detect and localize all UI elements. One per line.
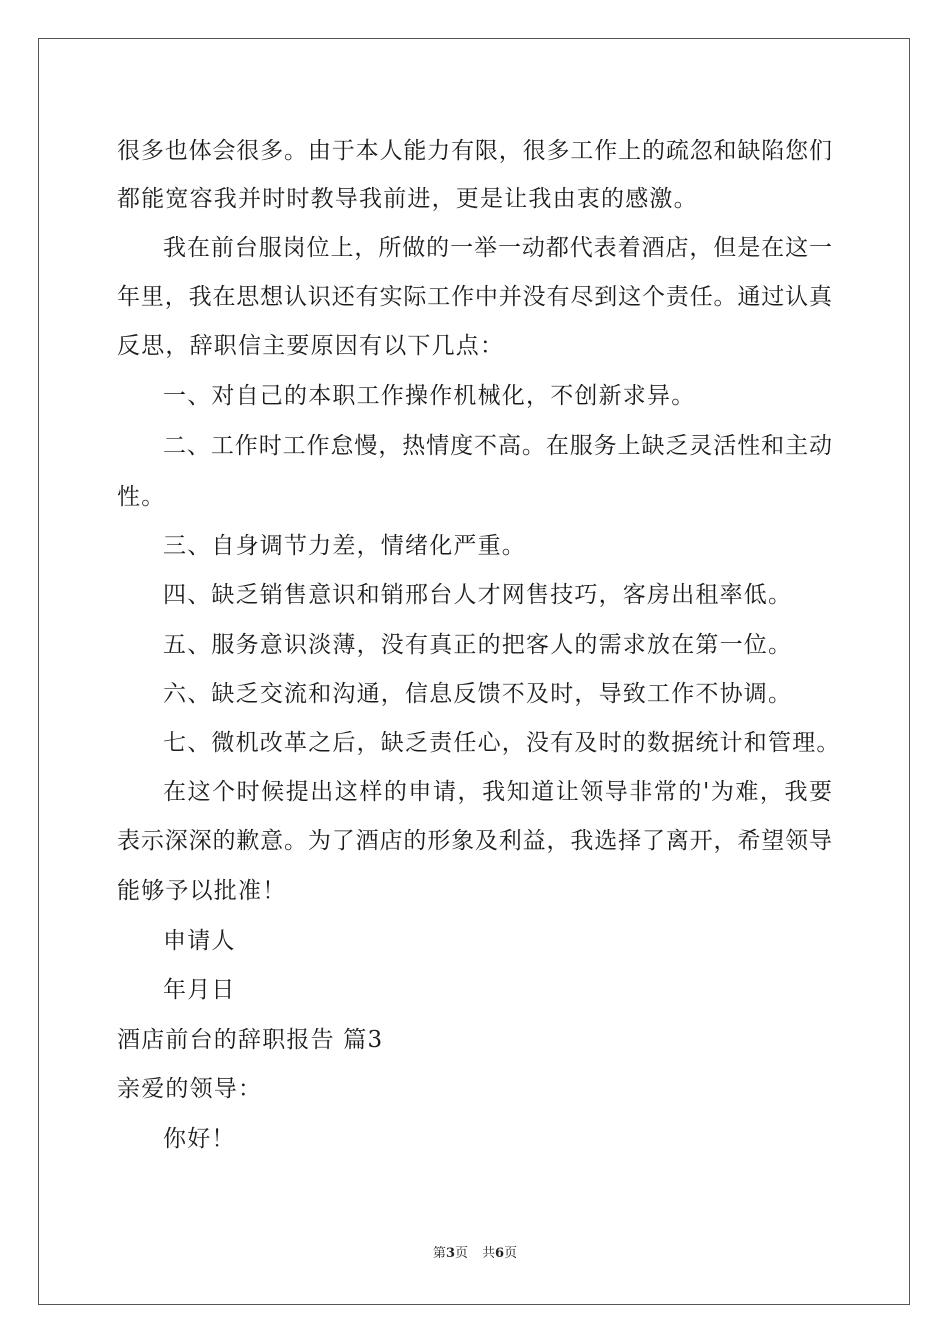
list-item-5: 五、服务意识淡薄，没有真正的把客人的需求放在第一位。	[163, 632, 793, 658]
body-line-1: 很多也体会很多。由于本人能力有限，很多工作上的疏忽和缺陷您们	[117, 138, 832, 164]
page-total: 6	[495, 1246, 505, 1261]
page-border	[38, 38, 910, 1305]
list-item-7: 七、微机改革之后，缺乏责任心，没有及时的数据统计和管理。	[163, 730, 841, 756]
body-line-8: 能够予以批准！	[117, 878, 287, 904]
greeting: 你好！	[163, 1126, 236, 1152]
page-number-footer	[0, 1246, 950, 1262]
body-line-4: 年里，我在思想认识还有实际工作中并没有尽到这个责任。通过认真	[117, 284, 832, 310]
section-heading: 酒店前台的辞职报告 篇3	[117, 1027, 384, 1053]
list-item-1: 一、对自己的本职工作操作机械化，不创新求异。	[163, 383, 696, 409]
list-item-2: 二、工作时工作怠慢，热情度不高。在服务上缺乏灵活性和主动	[163, 433, 832, 459]
signature-applicant: 申请人	[163, 928, 236, 954]
list-item-4: 四、缺乏销售意识和销邢台人才网售技巧，客房出租率低。	[163, 582, 793, 608]
body-line-3: 我在前台服岗位上，所做的一举一动都代表着酒店，但是在这一	[163, 235, 832, 261]
list-item-2-cont: 性。	[117, 484, 166, 510]
body-line-2: 都能宽容我并时时教导我前进，更是让我由衷的感激。	[117, 186, 698, 212]
signature-date: 年月日	[163, 977, 236, 1003]
body-line-5: 反思，辞职信主要原因有以下几点：	[117, 333, 505, 359]
page-mid: 页	[454, 1246, 468, 1261]
page-prefix: 第	[432, 1246, 446, 1261]
list-item-6: 六、缺乏交流和沟通，信息反馈不及时，导致工作不协调。	[163, 681, 793, 707]
total-prefix: 共	[482, 1246, 496, 1261]
list-item-3: 三、自身调节力差，情绪化严重。	[163, 533, 526, 559]
body-line-7: 表示深深的歉意。为了酒店的形象及利益，我选择了离开，希望领导	[117, 828, 832, 854]
salutation: 亲爱的领导：	[117, 1076, 263, 1102]
total-suffix: 页	[504, 1246, 518, 1261]
body-line-6: 在这个时候提出这样的申请，我知道让领导非常的'为难，我要	[163, 779, 832, 805]
page-current: 3	[445, 1246, 455, 1261]
